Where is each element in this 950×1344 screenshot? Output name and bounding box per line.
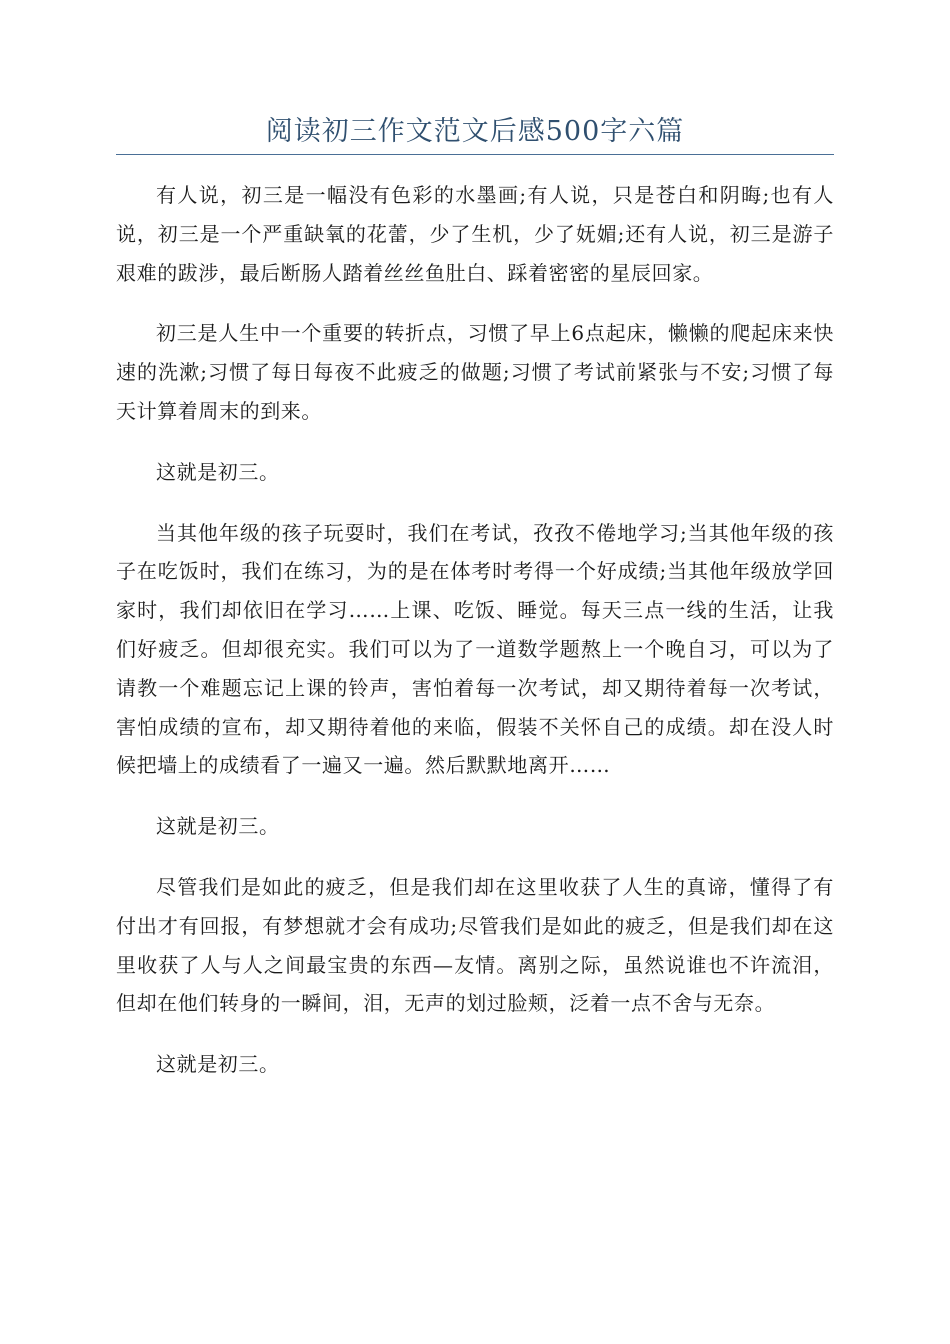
paragraph-4: 当其他年级的孩子玩耍时，我们在考试，孜孜不倦地学习;当其他年级的孩子在吃饭时，我们在练习，为的是在体考时考得一个好成绩;当其他年级放学回家时，我们却依旧在学习……上课、吃饭、睡觉。每天三点一线的生活，让我们好疲乏。但却很充实。我们可以为了一道数学题熬上一个晚自习，可以为了请教一个难题忘记上课的铃声，害怕着每一次考试，却又期待着每一次考试，害怕成绩的宣布，却又期待着他的来临，假装不关怀自己的成绩。却在没人时候把墙上的成绩看了一遍又一遍。然后默默地离开…… (116, 520, 834, 778)
paragraph-1: 有人说，初三是一幅没有色彩的水墨画;有人说，只是苍白和阴晦;也有人说，初三是一个严重缺氧的花蕾，少了生机，少了妩媚;还有人说，初三是游子艰难的跋涉，最后断肠人踏着丝丝鱼肚白、踩着密密的星辰回家。 (116, 183, 834, 285)
document-body (116, 176, 834, 1106)
paragraph-7: 这就是初三。 (156, 1052, 280, 1077)
document-title: 阅读初三作文范文后感500字六篇 (265, 116, 685, 147)
paragraph-6: 尽管我们是如此的疲乏，但是我们却在这里收获了人生的真谛，懂得了有付出才有回报，有梦想就才会有成功;尽管我们是如此的疲乏，但是我们却在这里收获了人与人之间最宝贵的东西—友情。离别之际，虽然说谁也不许流泪，但却在他们转身的一瞬间，泪，无声的划过脸颊，泛着一点不舍与无奈。 (116, 874, 834, 1016)
paragraph-5: 这就是初三。 (156, 814, 280, 839)
title-underline (116, 154, 834, 155)
paragraph-2: 初三是人生中一个重要的转折点，习惯了早上6点起床，懒懒的爬起床来快速的洗漱;习惯了每日每夜不此疲乏的做题;习惯了考试前紧张与不安;习惯了每天计算着周末的到来。 (116, 321, 834, 423)
paragraph-3: 这就是初三。 (156, 459, 280, 484)
